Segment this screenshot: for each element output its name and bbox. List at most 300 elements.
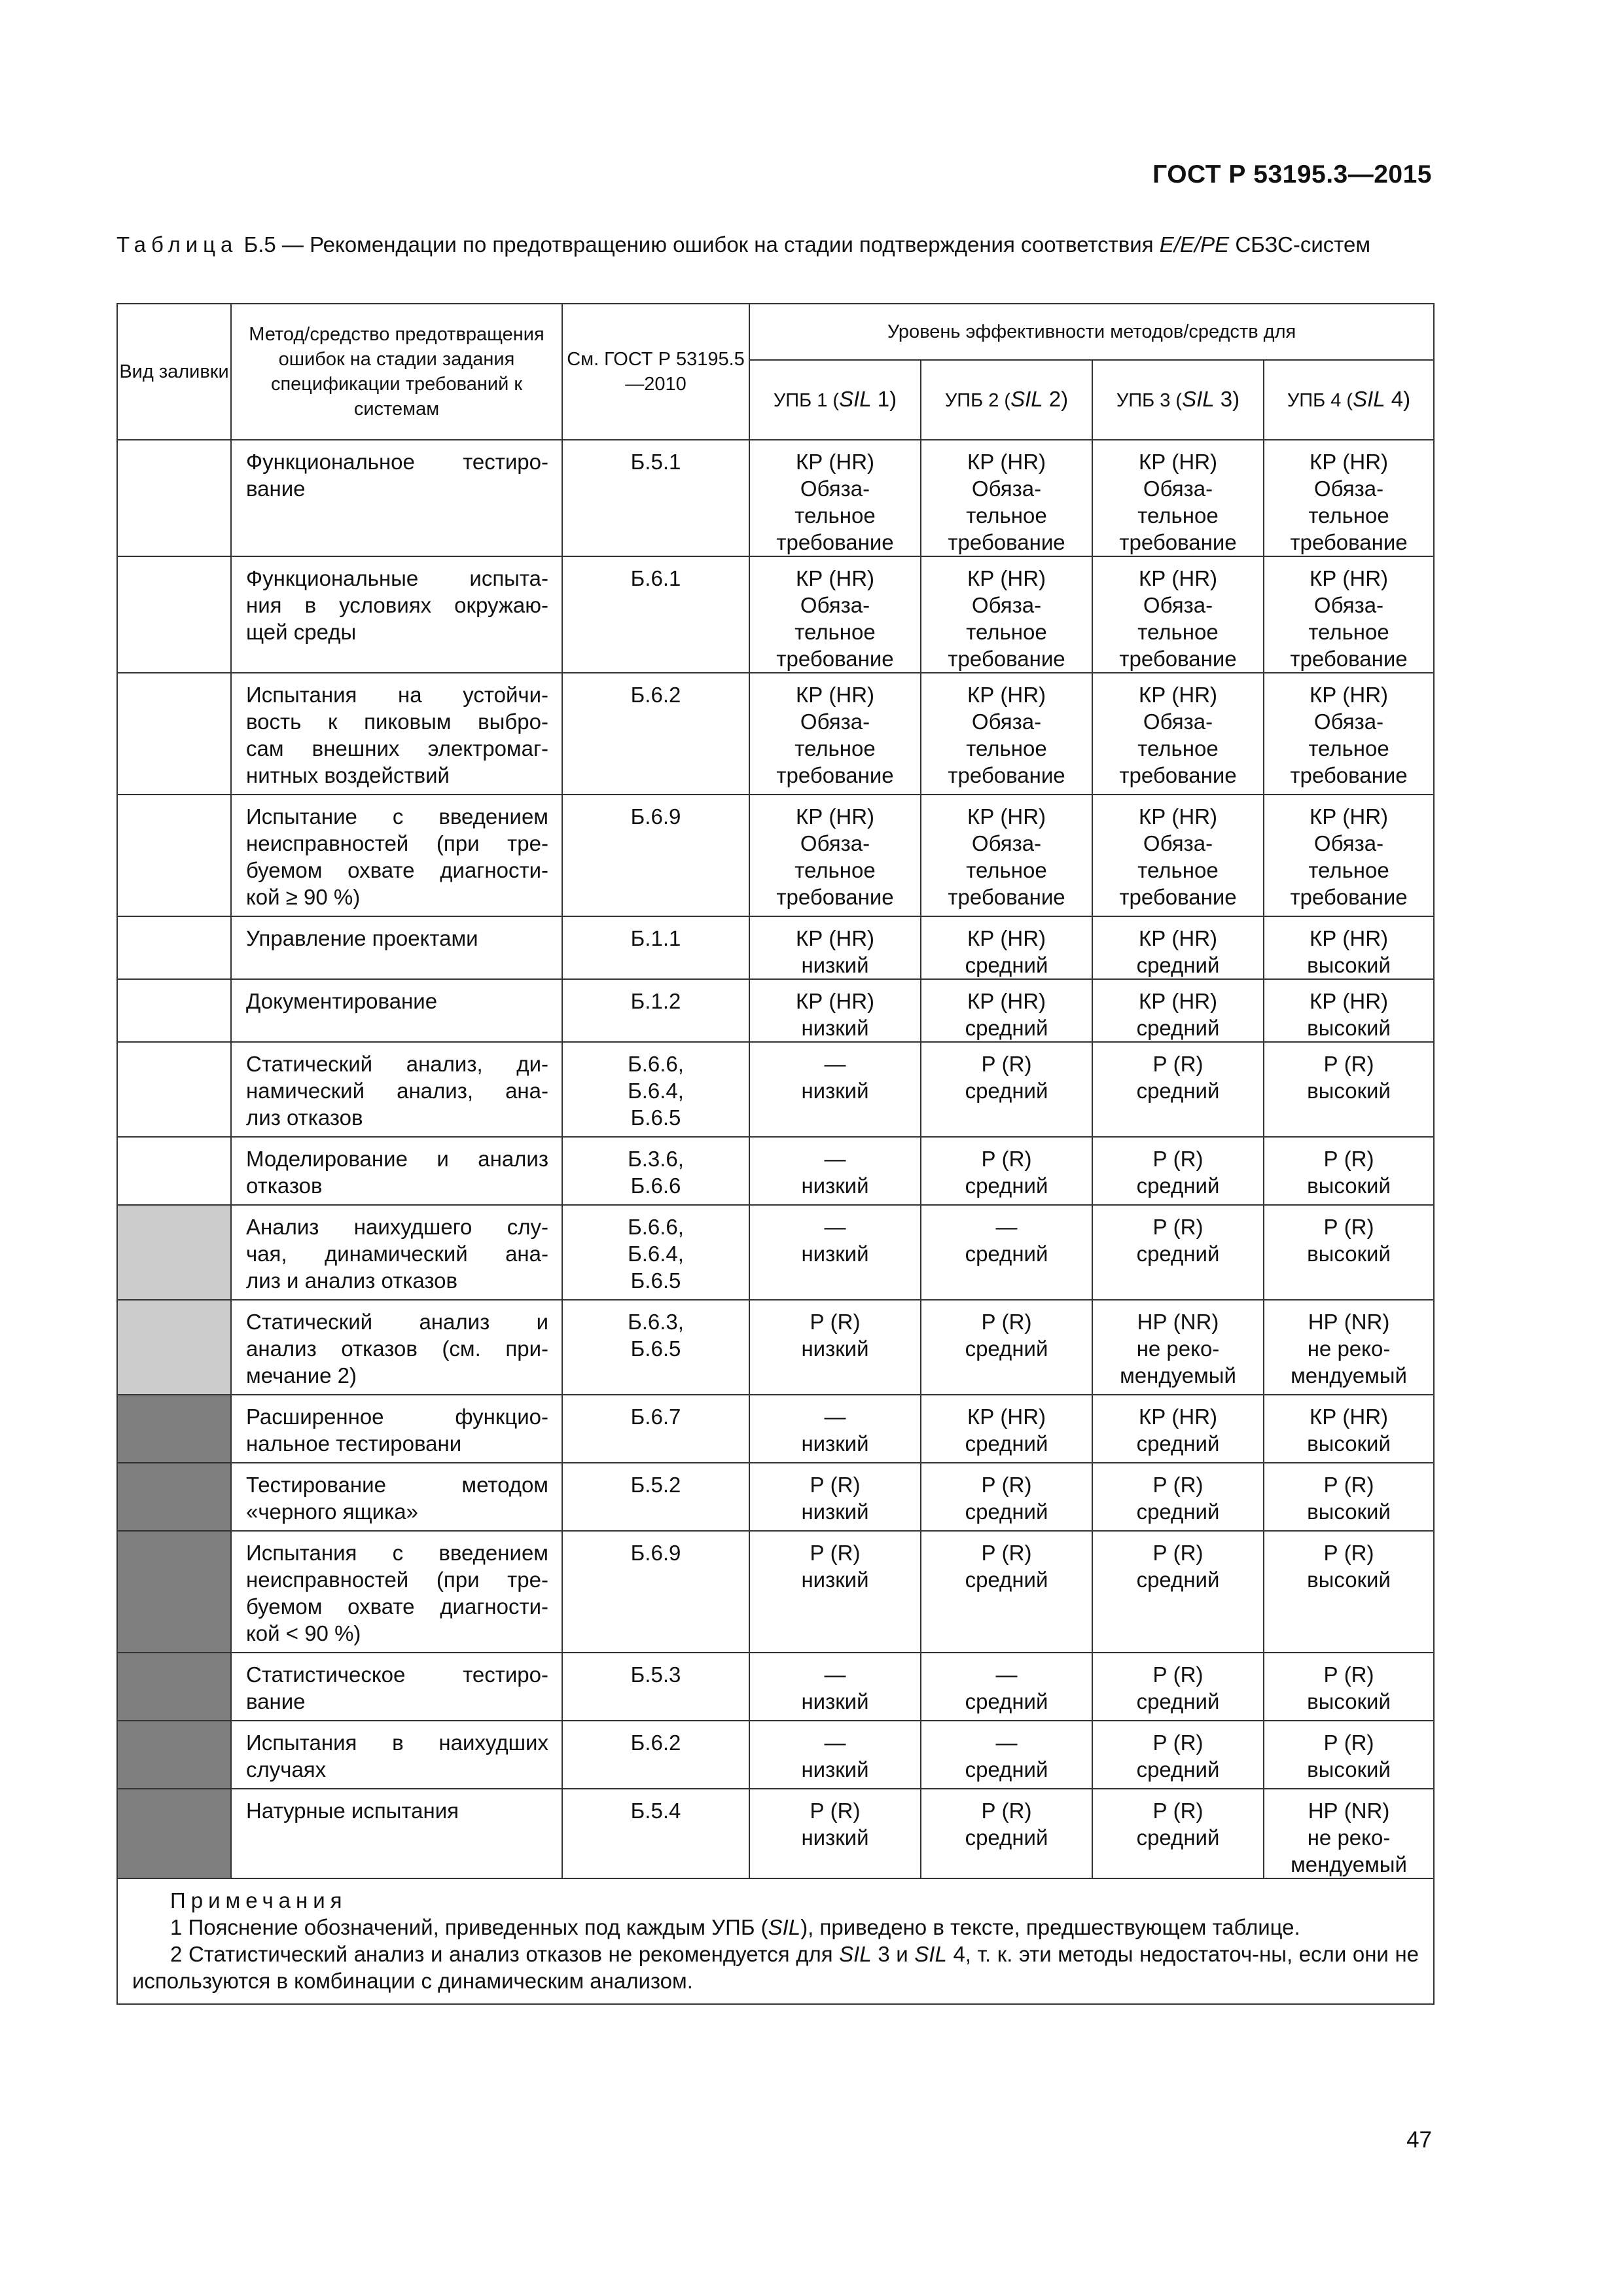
level-line: Р (R) [810, 1473, 861, 1497]
reference-cell [562, 1137, 749, 1205]
level-cell-sil-4 [1264, 916, 1434, 979]
level-cell-sil-4 [1264, 1463, 1434, 1531]
level-cell-sil-4 [1264, 979, 1434, 1042]
level-line: тельное [1137, 858, 1219, 882]
header-level-group: Уровень эффективности методов/средств для [749, 304, 1434, 360]
method-line: Испытания в наихудших [246, 1731, 548, 1755]
method-line: лиз отказов [246, 1105, 363, 1130]
method-line: Документирование [246, 989, 438, 1013]
header-level-1: УПБ 1 (SIL 1) [749, 360, 921, 440]
level-line: Р (R) [1152, 1215, 1204, 1239]
reference-line: Б.6.6 [630, 1174, 681, 1198]
level-line: КР (HR) [1138, 450, 1218, 474]
level-line: тельное [794, 736, 876, 761]
level-line: средний [1136, 1431, 1220, 1456]
reference-cell [562, 1042, 749, 1137]
level-cell-sil-1 [749, 916, 921, 979]
method-line: отказов [246, 1174, 323, 1198]
level-line: высокий [1307, 1079, 1391, 1103]
level-line: КР (HR) [967, 450, 1046, 474]
level-line: — [995, 1731, 1018, 1755]
notes-title: Примечания [170, 1888, 348, 1912]
level-cell-sil-3 [1092, 1653, 1264, 1721]
level-cell-sil-1 [749, 1463, 921, 1531]
method-line: намический анализ, ана- [246, 1079, 548, 1103]
level-cell-sil-2 [921, 1137, 1092, 1205]
level-line: средний [965, 1825, 1048, 1850]
level-line: требование [1119, 647, 1237, 671]
fill-type-cell [117, 1531, 231, 1653]
method-cell [231, 1395, 562, 1463]
level-line: средний [965, 1242, 1048, 1266]
method-cell [231, 440, 562, 556]
level-line: Обяза- [800, 476, 870, 501]
level-cell-sil-2 [921, 1531, 1092, 1653]
level-line: средний [965, 1431, 1048, 1456]
reference-line: Б.6.6, [628, 1215, 684, 1239]
note-2: 2 Статистический анализ и анализ отказов не рекомендуется для SIL 3 и SIL 4, т. к. эти методы недостаточ-ны, если они не используются в комбинации с динамическим анализом. [132, 1942, 1419, 1993]
level-line: высокий [1307, 1242, 1391, 1266]
table-row [117, 1042, 1434, 1137]
method-line: анализ отказов (см. при- [246, 1336, 548, 1361]
level-line: требование [948, 885, 1065, 909]
reference-cell [562, 795, 749, 916]
level-cell-sil-3 [1092, 1205, 1264, 1300]
level-line: высокий [1307, 1016, 1391, 1040]
method-line: кой < 90 %) [246, 1621, 361, 1645]
level-line: требование [1290, 647, 1408, 671]
level-cell-sil-2 [921, 795, 1092, 916]
level-line: требование [1290, 530, 1408, 554]
level-line: Р (R) [1152, 1147, 1204, 1171]
level-line: требование [1119, 530, 1237, 554]
method-line: буемом охвате диагности- [246, 1594, 548, 1619]
reference-line: Б.6.2 [630, 1731, 681, 1755]
level-line: тельное [1308, 503, 1389, 528]
level-line: Обяза- [971, 476, 1042, 501]
level-line: КР (HR) [795, 450, 875, 474]
level-line: низкий [801, 1689, 869, 1713]
level-line: тельное [966, 858, 1047, 882]
caption-italic: Е/Е/РЕ [1159, 232, 1230, 257]
level-cell-sil-2 [921, 1042, 1092, 1137]
reference-cell [562, 1721, 749, 1789]
level-line: тельное [794, 503, 876, 528]
level-line: Р (R) [981, 1799, 1032, 1823]
level-line: мендуемый [1291, 1363, 1407, 1388]
level-line: тельное [1308, 620, 1389, 644]
method-line: Управление проектами [246, 926, 478, 950]
level-line: КР (HR) [967, 989, 1046, 1013]
method-line: Статистическое тестиро- [246, 1662, 548, 1687]
level-line: Обяза- [800, 593, 870, 617]
level-line: требование [1290, 885, 1408, 909]
level-line: Р (R) [1323, 1662, 1374, 1687]
reference-line: Б.6.4, [628, 1242, 684, 1266]
level-line: КР (HR) [967, 1405, 1046, 1429]
table-caption [116, 231, 1432, 258]
level-line: КР (HR) [967, 804, 1046, 829]
header-vid: Вид заливки [117, 304, 231, 440]
level-line: не реко- [1307, 1336, 1391, 1361]
table-row [117, 673, 1434, 795]
method-line: буемом охвате диагности- [246, 858, 548, 882]
level-line: средний [1136, 1757, 1220, 1782]
method-line: Статический анализ, ди- [246, 1052, 548, 1076]
level-line: средний [1136, 1079, 1220, 1103]
level-line: средний [1136, 1568, 1220, 1592]
reference-line: Б.6.5 [630, 1105, 681, 1130]
level-line: КР (HR) [1309, 804, 1389, 829]
level-line: Р (R) [810, 1799, 861, 1823]
level-line: КР (HR) [1138, 566, 1218, 590]
level-line: требование [948, 647, 1065, 671]
level-cell-sil-3 [1092, 1789, 1264, 1878]
level-line: КР (HR) [795, 926, 875, 950]
method-cell [231, 1531, 562, 1653]
level-cell-sil-3 [1092, 1137, 1264, 1205]
level-line: тельное [1308, 736, 1389, 761]
level-line: КР (HR) [795, 989, 875, 1013]
recommendations-table [116, 303, 1435, 2005]
level-line: Обяза- [800, 709, 870, 734]
reference-line: Б.5.3 [630, 1662, 681, 1687]
level-line: высокий [1307, 1689, 1391, 1713]
level-cell-sil-1 [749, 1300, 921, 1395]
level-cell-sil-4 [1264, 1205, 1434, 1300]
level-line: КР (HR) [795, 804, 875, 829]
method-line: Натурные испытания [246, 1799, 459, 1823]
level-line: Р (R) [981, 1473, 1032, 1497]
fill-type-cell [117, 673, 231, 795]
level-line: Обяза- [1313, 593, 1384, 617]
caption-number: Б.5 [243, 232, 276, 257]
level-line: — [824, 1731, 846, 1755]
level-line: Р (R) [981, 1147, 1032, 1171]
level-line: низкий [801, 1336, 869, 1361]
level-line: средний [965, 1016, 1048, 1040]
method-cell [231, 1789, 562, 1878]
level-cell-sil-4 [1264, 1789, 1434, 1878]
header-ref: См. ГОСТ Р 53195.5—2010 [562, 304, 749, 440]
method-line: Анализ наихудшего слу- [246, 1215, 548, 1239]
level-cell-sil-3 [1092, 1042, 1264, 1137]
level-cell-sil-3 [1092, 916, 1264, 979]
level-line: Обяза- [971, 709, 1042, 734]
level-line: Обяза- [1313, 709, 1384, 734]
method-line: неисправностей (при тре- [246, 1568, 548, 1592]
level-line: НР (NR) [1137, 1310, 1219, 1334]
level-line: КР (HR) [967, 926, 1046, 950]
level-line: КР (HR) [967, 566, 1046, 590]
caption-label: Таблица [116, 232, 238, 257]
level-line: средний [1136, 1242, 1220, 1266]
level-line: низкий [801, 1499, 869, 1524]
reference-line: Б.1.1 [630, 926, 681, 950]
table-row [117, 795, 1434, 916]
document-code: ГОСТ Р 53195.3—2015 [1152, 160, 1432, 188]
fill-type-cell [117, 795, 231, 916]
level-line: средний [965, 1336, 1048, 1361]
fill-type-cell [117, 1463, 231, 1531]
level-line: низкий [801, 953, 869, 977]
level-cell-sil-3 [1092, 795, 1264, 916]
level-cell-sil-1 [749, 556, 921, 673]
notes-block [117, 1878, 1434, 2004]
level-cell-sil-1 [749, 1721, 921, 1789]
level-line: КР (HR) [1309, 683, 1389, 707]
level-line: Р (R) [810, 1310, 861, 1334]
level-line: средний [965, 1689, 1048, 1713]
reference-line: Б.6.7 [630, 1405, 681, 1429]
level-line: Р (R) [981, 1052, 1032, 1076]
level-cell-sil-3 [1092, 1300, 1264, 1395]
method-line: ния в условиях окружаю- [246, 593, 548, 617]
level-line: низкий [801, 1079, 869, 1103]
level-line: Обяза- [1143, 593, 1213, 617]
level-line: низкий [801, 1568, 869, 1592]
level-line: низкий [801, 1242, 869, 1266]
level-line: средний [965, 1174, 1048, 1198]
level-cell-sil-4 [1264, 1137, 1434, 1205]
reference-line: Б.6.5 [630, 1336, 681, 1361]
level-line: КР (HR) [1309, 450, 1389, 474]
method-line: Функциональное тестиро- [246, 450, 548, 474]
level-line: Обяза- [1313, 476, 1384, 501]
level-cell-sil-1 [749, 1395, 921, 1463]
level-line: средний [965, 953, 1048, 977]
level-line: низкий [801, 1825, 869, 1850]
level-cell-sil-2 [921, 1653, 1092, 1721]
level-cell-sil-1 [749, 673, 921, 795]
level-cell-sil-2 [921, 673, 1092, 795]
level-line: Обяза- [800, 831, 870, 855]
level-line: Р (R) [1152, 1662, 1204, 1687]
method-line: сам внешних электромаг- [246, 736, 548, 761]
reference-line: Б.5.2 [630, 1473, 681, 1497]
method-line: вость к пиковым выбро- [246, 709, 548, 734]
method-line: Испытания на устойчи- [246, 683, 548, 707]
level-line: НР (NR) [1308, 1799, 1390, 1823]
level-line: Р (R) [1323, 1052, 1374, 1076]
level-line: требование [948, 763, 1065, 787]
method-line: щей среды [246, 620, 357, 644]
level-cell-sil-4 [1264, 795, 1434, 916]
method-cell [231, 556, 562, 673]
fill-type-cell [117, 1789, 231, 1878]
level-line: Р (R) [810, 1541, 861, 1565]
level-line: Р (R) [1323, 1731, 1374, 1755]
reference-cell [562, 1395, 749, 1463]
table-row [117, 1789, 1434, 1878]
method-cell [231, 1042, 562, 1137]
header-level-3: УПБ 3 (SIL 3) [1092, 360, 1264, 440]
level-cell-sil-2 [921, 1463, 1092, 1531]
method-line: Тестирование методом [246, 1473, 548, 1497]
method-cell [231, 1137, 562, 1205]
fill-type-cell [117, 916, 231, 979]
method-line: лиз и анализ отказов [246, 1268, 458, 1293]
level-line: — [824, 1052, 846, 1076]
level-line: высокий [1307, 1174, 1391, 1198]
level-cell-sil-1 [749, 1789, 921, 1878]
reference-cell [562, 1531, 749, 1653]
table-row [117, 1395, 1434, 1463]
level-line: тельное [966, 736, 1047, 761]
level-cell-sil-1 [749, 1653, 921, 1721]
level-line: высокий [1307, 1499, 1391, 1524]
level-cell-sil-1 [749, 979, 921, 1042]
method-cell [231, 1653, 562, 1721]
level-line: требование [1290, 763, 1408, 787]
level-cell-sil-2 [921, 1721, 1092, 1789]
level-line: требование [948, 530, 1065, 554]
method-cell [231, 979, 562, 1042]
reference-line: Б.6.3, [628, 1310, 684, 1334]
level-line: тельное [794, 620, 876, 644]
level-line: Р (R) [981, 1541, 1032, 1565]
fill-type-cell [117, 556, 231, 673]
method-line: Моделирование и анализ [246, 1147, 548, 1171]
level-cell-sil-1 [749, 1531, 921, 1653]
reference-line: Б.6.6, [628, 1052, 684, 1076]
level-line: низкий [801, 1174, 869, 1198]
table-row [117, 1653, 1434, 1721]
fill-type-cell [117, 1205, 231, 1300]
fill-type-cell [117, 979, 231, 1042]
fill-type-cell [117, 1042, 231, 1137]
level-line: низкий [801, 1431, 869, 1456]
level-line: средний [965, 1079, 1048, 1103]
reference-line: Б.5.1 [630, 450, 681, 474]
level-cell-sil-4 [1264, 1653, 1434, 1721]
method-line: Статический анализ и [246, 1310, 548, 1334]
method-line: Испытания с введением [246, 1541, 548, 1565]
fill-type-cell [117, 1721, 231, 1789]
reference-cell [562, 1789, 749, 1878]
level-line: высокий [1307, 953, 1391, 977]
level-cell-sil-4 [1264, 1531, 1434, 1653]
fill-type-cell [117, 1653, 231, 1721]
level-line: КР (HR) [1138, 926, 1218, 950]
level-line: требование [776, 647, 894, 671]
level-cell-sil-3 [1092, 1395, 1264, 1463]
level-line: Р (R) [1323, 1215, 1374, 1239]
reference-cell [562, 673, 749, 795]
level-line: Р (R) [1152, 1473, 1204, 1497]
reference-cell [562, 556, 749, 673]
level-line: Обяза- [971, 831, 1042, 855]
level-cell-sil-2 [921, 440, 1092, 556]
method-line: Функциональные испыта- [246, 566, 548, 590]
table-row [117, 1463, 1434, 1531]
level-line: КР (HR) [1138, 804, 1218, 829]
level-line: — [824, 1215, 846, 1239]
level-line: средний [1136, 1016, 1220, 1040]
level-line: КР (HR) [1309, 1405, 1389, 1429]
level-cell-sil-2 [921, 1300, 1092, 1395]
level-line: Р (R) [1152, 1731, 1204, 1755]
method-line: Расширенное функцио- [246, 1405, 548, 1429]
level-cell-sil-2 [921, 1395, 1092, 1463]
level-line: КР (HR) [1138, 683, 1218, 707]
table-row [117, 916, 1434, 979]
method-line: неисправностей (при тре- [246, 831, 548, 855]
reference-line: Б.1.2 [630, 989, 681, 1013]
level-cell-sil-3 [1092, 556, 1264, 673]
level-cell-sil-4 [1264, 1721, 1434, 1789]
reference-line: Б.6.4, [628, 1079, 684, 1103]
level-line: тельное [1137, 620, 1219, 644]
level-line: тельное [966, 620, 1047, 644]
table-row [117, 1300, 1434, 1395]
method-cell [231, 916, 562, 979]
table-row [117, 1137, 1434, 1205]
level-line: требование [776, 763, 894, 787]
fill-type-cell [117, 1137, 231, 1205]
level-line: низкий [801, 1757, 869, 1782]
header-level-2: УПБ 2 (SIL 2) [921, 360, 1092, 440]
method-line: кой ≥ 90 %) [246, 885, 361, 909]
level-cell-sil-4 [1264, 556, 1434, 673]
level-line: Р (R) [1323, 1147, 1374, 1171]
level-line: КР (HR) [795, 566, 875, 590]
level-line: требование [776, 530, 894, 554]
level-cell-sil-2 [921, 556, 1092, 673]
level-line: Р (R) [1323, 1541, 1374, 1565]
reference-cell [562, 440, 749, 556]
method-cell [231, 673, 562, 795]
level-line: Р (R) [1152, 1052, 1204, 1076]
reference-line: Б.5.4 [630, 1799, 681, 1823]
level-line: — [824, 1405, 846, 1429]
method-line: нитных воздействий [246, 763, 450, 787]
level-cell-sil-1 [749, 440, 921, 556]
level-cell-sil-1 [749, 1042, 921, 1137]
level-line: средний [965, 1499, 1048, 1524]
level-line: КР (HR) [795, 683, 875, 707]
level-line: Р (R) [981, 1310, 1032, 1334]
level-cell-sil-4 [1264, 1395, 1434, 1463]
method-cell [231, 795, 562, 916]
level-line: низкий [801, 1016, 869, 1040]
reference-cell [562, 916, 749, 979]
method-cell [231, 1205, 562, 1300]
level-line: мендуемый [1291, 1852, 1407, 1876]
level-line: — [824, 1147, 846, 1171]
level-cell-sil-3 [1092, 673, 1264, 795]
level-line: средний [1136, 1689, 1220, 1713]
reference-cell [562, 1463, 749, 1531]
level-cell-sil-2 [921, 1789, 1092, 1878]
level-line: средний [1136, 1825, 1220, 1850]
reference-cell [562, 1653, 749, 1721]
fill-type-cell [117, 1300, 231, 1395]
level-line: средний [1136, 953, 1220, 977]
level-cell-sil-4 [1264, 1300, 1434, 1395]
level-line: требование [1119, 885, 1237, 909]
level-cell-sil-3 [1092, 1463, 1264, 1531]
level-cell-sil-4 [1264, 440, 1434, 556]
method-line: мечание 2) [246, 1363, 357, 1388]
level-line: требование [1119, 763, 1237, 787]
level-line: тельное [1308, 858, 1389, 882]
level-line: Обяза- [1143, 709, 1213, 734]
level-line: мендуемый [1120, 1363, 1236, 1388]
table-row [117, 1205, 1434, 1300]
level-line: Обяза- [1143, 831, 1213, 855]
level-cell-sil-1 [749, 1137, 921, 1205]
